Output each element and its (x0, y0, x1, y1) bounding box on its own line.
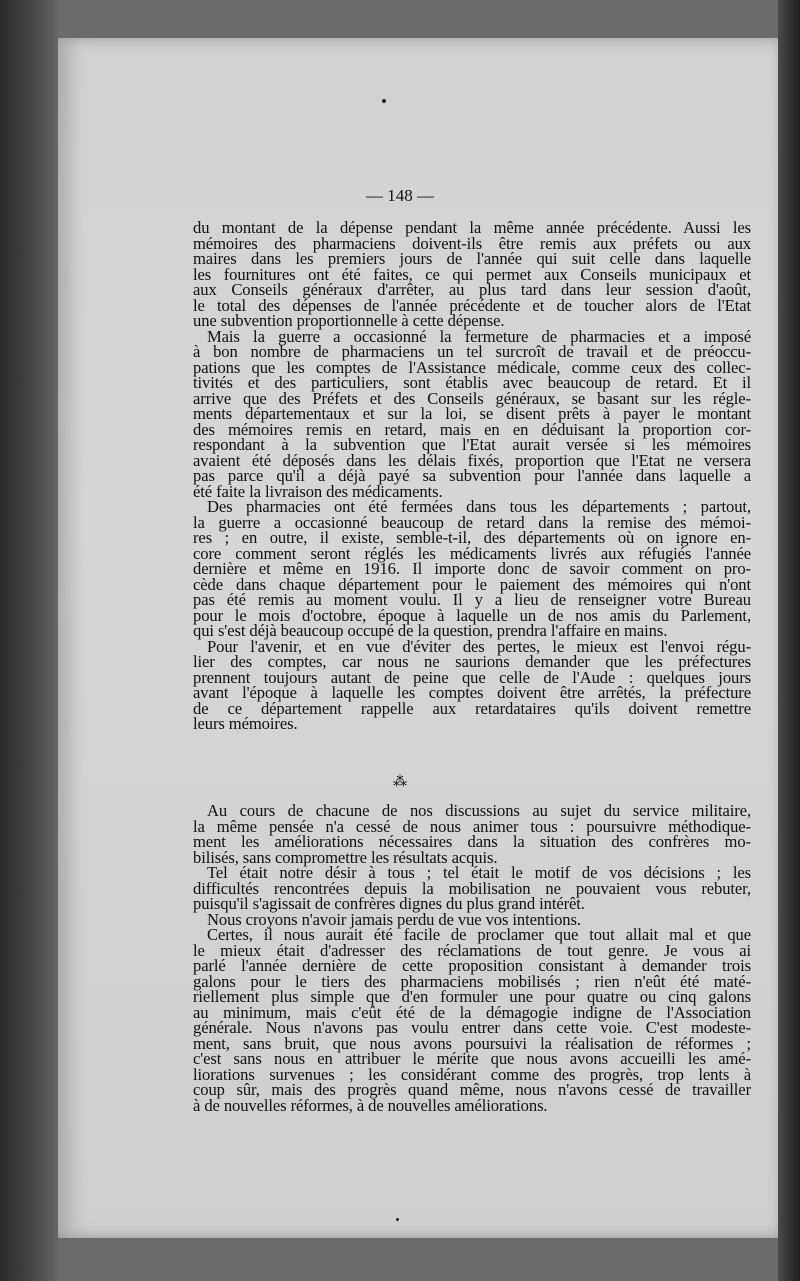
text-line: c'est sans nous en attribuer le mérite que nous avons accueilli les amé- (193, 1049, 751, 1068)
text-line: été faite la livraison des médicaments. (193, 481, 443, 501)
text-line: lier des comptes, car nous ne saurions demander que les préfectures (193, 652, 751, 671)
text-line: Tel était notre désir à tous ; tel était le motif de vos décisions ; les (207, 863, 751, 882)
text-line: cède dans chaque département pour le paiement des mémoires qui n'ont (193, 574, 751, 594)
section-separator: ⁂ (393, 774, 407, 790)
text-line: aux Conseils généraux d'arrêter, au plus tard dans leur session d'août, (193, 280, 751, 299)
text-line: pour le mois d'octobre, époque à laquelle un de nos amis du Parlement, (193, 605, 751, 625)
page-number: — 148 — (366, 186, 434, 205)
text-line: prennent toujours autant de peine que celle de l'Aude : quelques jours (193, 667, 751, 687)
text-line: les fournitures ont été faites, ce qui permet aux Conseils municipaux et (193, 264, 751, 284)
speck-mark (382, 99, 386, 103)
text-line: maires dans les premiers jours de l'année qui suit celle dans laquelle (193, 249, 751, 268)
text-line: leurs mémoires. (193, 714, 298, 733)
text-line: qui s'est déjà beaucoup occupé de la question, prendra l'affaire en mains. (193, 621, 668, 640)
text-line: respondant à la subvention que l'Etat aurait versée si les mémoires (193, 435, 751, 454)
text-line: pations que les comptes de l'Assistance médicale, comme ceux des collec- (193, 357, 751, 377)
text-line: Mais la guerre a occasionné la fermeture de pharmacies et a imposé (207, 326, 751, 346)
text-line: une subvention proportionnelle à cette dépense. (193, 311, 505, 330)
speck-mark (396, 1218, 399, 1221)
text-line: Pour l'avenir, et en vue d'éviter des pertes, le mieux est l'envoi régu- (207, 636, 751, 656)
text-line: ment, sans bruit, que nous avons poursuivi la réalisation de réformes ; (193, 1033, 751, 1053)
text-line: des mémoires remis en retard, mais en en déduisant la proportion cor- (193, 419, 751, 439)
text-line: res ; en outre, il existe, semble-t-il, des départements où on ignore en- (193, 528, 751, 547)
text-line: arrive que des Préfets et des Conseils généraux, se basant sur les régle- (193, 388, 751, 408)
text-line: avant l'époque à laquelle les comptes doivent être arrêtés, la préfecture (193, 683, 751, 702)
text-section-1 (193, 220, 751, 732)
text-line: ments départementaux et sur la loi, se disent prêts à payer le montant (193, 404, 751, 423)
text-line: le total des dépenses de l'année précédente et de toucher alors de l'Etat (193, 295, 751, 315)
text-line: difficultés rencontrées depuis la mobilisation ne pouvaient vous rebuter, (193, 878, 751, 898)
text-line: mémoires des pharmaciens doivent-ils être remis aux préfets ou aux (193, 233, 751, 253)
text-line: avaient été déposés dans les délais fixés, proportion que l'Etat ne versera (193, 450, 751, 470)
text-line: à bon nombre de pharmaciens un tel surcroît de travail et de préoccu- (193, 342, 751, 361)
text-line: à de nouvelles réformes, à de nouvelles améliorations. (193, 1095, 548, 1115)
text-line: la même pensée n'a cessé de nous animer tous : poursuivre méthodique- (193, 816, 751, 836)
text-line: galons pour le tiers des pharmaciens mobilisés ; rien n'eût été maté- (193, 971, 751, 991)
text-line: pas été remis au moment voulu. Il y a lieu de renseigner votre Bureau (193, 590, 751, 609)
text-line: au minimum, mais c'eût été de la démagogie indigne de l'Association (193, 1002, 751, 1022)
text-line: tivités et des particuliers, sont établis avec beaucoup de retard. Et il (193, 373, 751, 392)
text-line: Nous croyons n'avoir jamais perdu de vue vos intentions. (207, 909, 581, 929)
text-line: parlé l'année dernière de cette proposition consistant à demander trois (193, 956, 751, 975)
text-line: Au cours de chacune de nos discussions au sujet du service militaire, (207, 801, 751, 820)
text-line: ment les améliorations nécessaires dans la situation des confrères mo- (193, 832, 751, 851)
text-line: Des pharmacies ont été fermées dans tous les départements ; partout, (207, 497, 751, 516)
text-line: coup sûr, mais des progrès quand même, nous n'avons cessé de travailler (193, 1080, 751, 1099)
text-line: bilisés, sans compromettre les résultats acquis. (193, 847, 498, 867)
text-line: dernière et même en 1916. Il importe donc de savoir comment on pro- (193, 559, 751, 578)
text-line: générale. Nous n'avons pas voulu entrer dans cette voie. C'est modeste- (193, 1018, 751, 1037)
text-line: du montant de la dépense pendant la même année précédente. Aussi les (193, 218, 751, 237)
text-line: pas parce qu'il a déjà payé sa subvention pour l'année dans laquelle a (193, 466, 751, 485)
text-line: la guerre a occasionné beaucoup de retard dans la remise des mémoi- (193, 512, 751, 532)
text-line: Certes, il nous aurait été facile de proclamer que tout allait mal et que (207, 925, 751, 944)
text-line: puisqu'il s'agissait de confrères dignes du plus grand intérêt. (193, 894, 585, 913)
text-line: liorations survenues ; les considérant comme des progrès, trop lents à (193, 1064, 751, 1084)
text-section-2 (193, 803, 751, 1113)
text-line: riellement plus simple que d'en formuler une pour quatre ou cinq galons (193, 987, 751, 1006)
text-line: core comment seront réglés les médicaments livrés aux réfugiés l'année (193, 543, 751, 563)
text-line: le mieux était d'adresser des réclamations de tout genre. Je vous ai (193, 940, 751, 960)
text-line: de ce département rappelle aux retardataires qu'ils doivent remettre (193, 698, 751, 718)
